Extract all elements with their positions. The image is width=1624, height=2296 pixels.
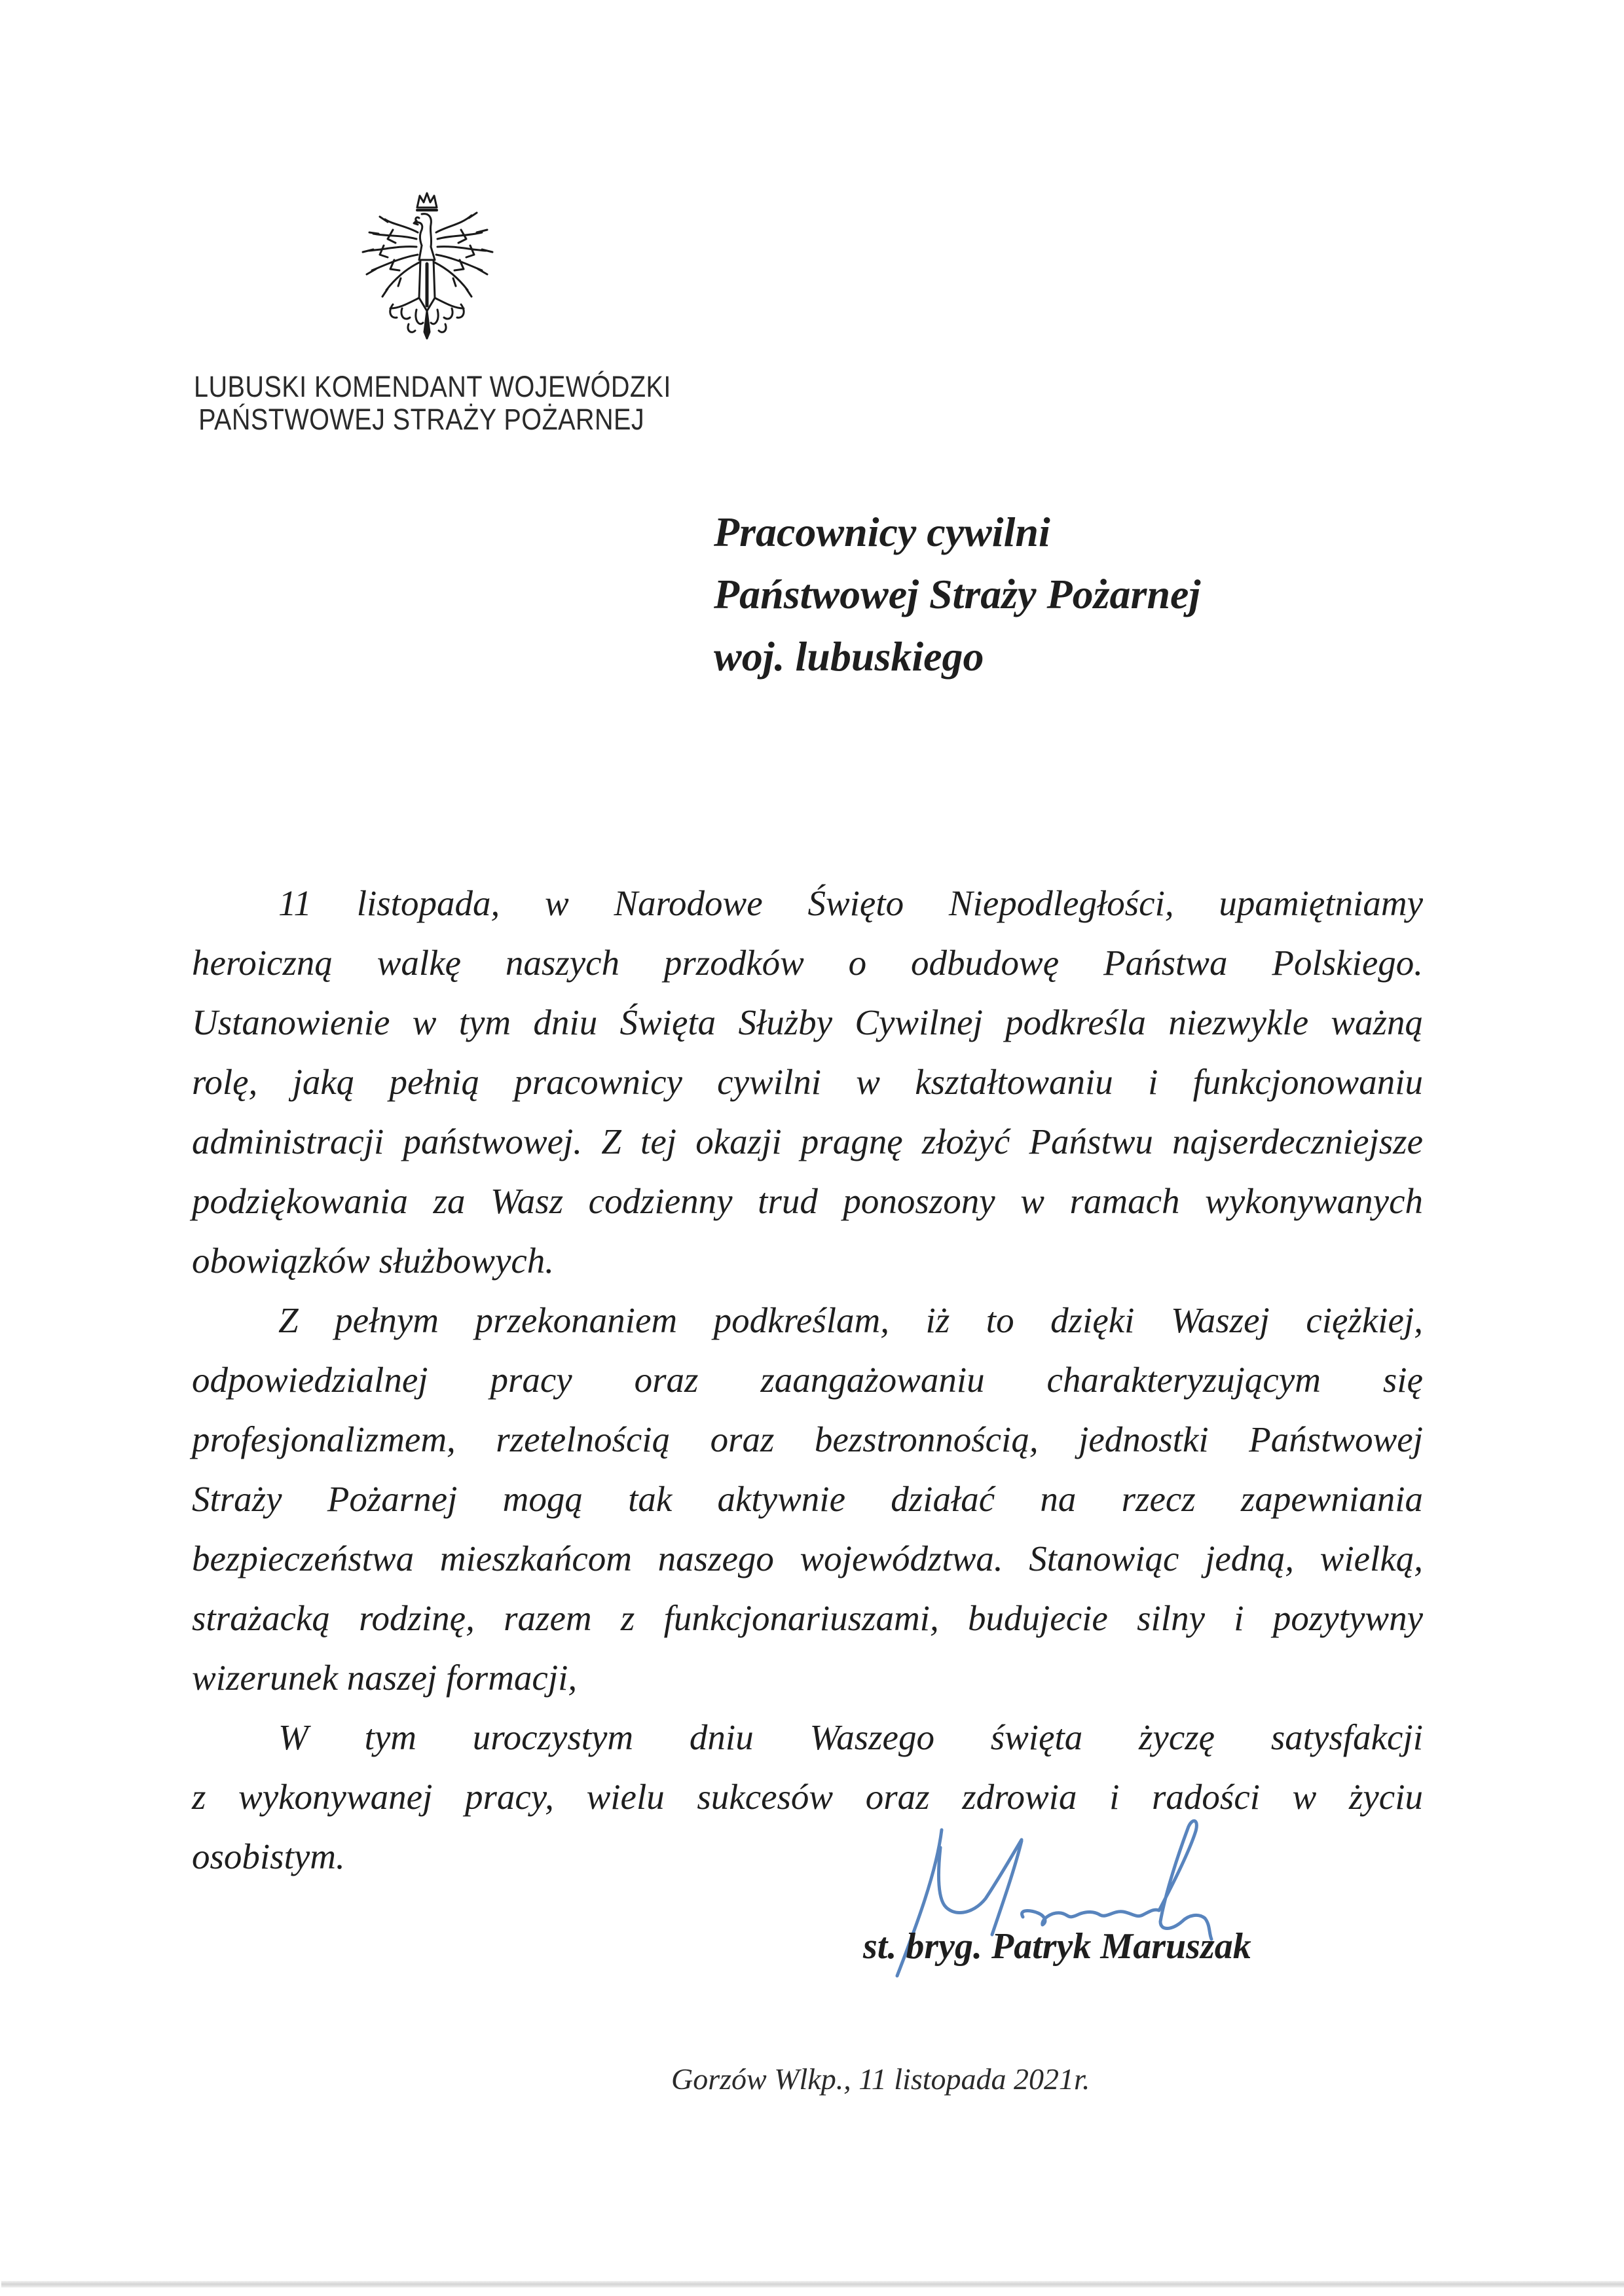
body-line: wizerunek naszej formacji,	[192, 1658, 578, 1698]
body-line: 11 listopada, w Narodowe Święto Niepodległości, upamiętniamy	[278, 883, 1423, 923]
body-line: profesjonalizmem, rzetelnością oraz bezstronnością, jednostki Państwowej	[192, 1419, 1423, 1459]
body-line: osobistym.	[192, 1836, 345, 1876]
body-line: obowiązków służbowych.	[192, 1241, 555, 1281]
place-and-date: Gorzów Wlkp., 11 listopada 2021r.	[671, 2062, 1090, 2096]
issuing-authority	[194, 370, 671, 436]
body-line: podziękowania za Wasz codzienny trud ponoszony w ramach wykonywanych	[192, 1181, 1423, 1221]
body-line: W tym uroczystym dniu Waszego święta życzę satysfakcji	[278, 1717, 1423, 1757]
addressee-line-2: Państwowej Straży Pożarnej	[714, 571, 1201, 617]
body-line: administracji państwowej. Z tej okazji pragnę złożyć Państwu najserdeczniejsze	[192, 1121, 1423, 1161]
body-line: bezpieczeństwa mieszkańcom naszego województwa. Stanowiąc jedną, wielką,	[192, 1539, 1423, 1578]
body-line: odpowiedzialnej pracy oraz zaangażowaniu charakteryzującym się	[192, 1360, 1423, 1400]
letter-body	[192, 873, 1423, 1886]
addressee-block	[714, 501, 1200, 687]
signatory-name: st. bryg. Patryk Maruszak	[863, 1926, 1251, 1967]
body-line: rolę, jaką pełnią pracownicy cywilni w kształtowaniu i funkcjonowaniu	[192, 1062, 1423, 1102]
body-line: Straży Pożarnej mogą tak aktywnie działać na rzecz zapewniania	[192, 1479, 1423, 1519]
paragraph-2	[192, 1290, 1423, 1707]
body-line: strażacką rodzinę, razem z funkcjonariuszami, budujecie silny i pozytywny	[192, 1598, 1423, 1638]
addressee-line-3: woj. lubuskiego	[714, 633, 984, 680]
polish-eagle-emblem-icon	[354, 187, 501, 344]
authority-line-1: LUBUSKI KOMENDANT WOJEWÓDZKI	[194, 370, 671, 403]
addressee-line-1: Pracownicy cywilni	[714, 509, 1050, 555]
scan-edge-divider	[1, 2281, 1624, 2287]
authority-line-2: PAŃSTWOWEJ STRAŻY POŻARNEJ	[198, 403, 645, 436]
body-line: heroiczną walkę naszych przodków o odbudowę Państwa Polskiego.	[192, 943, 1423, 983]
body-line: Z pełnym przekonaniem podkreślam, iż to dzięki Waszej ciężkiej,	[278, 1300, 1423, 1340]
paragraph-1	[192, 873, 1423, 1290]
body-line: z wykonywanej pracy, wielu sukcesów oraz zdrowia i radości w życiu	[192, 1777, 1423, 1817]
body-line: Ustanowienie w tym dniu Święta Służby Cywilnej podkreśla niezwykle ważną	[192, 1002, 1423, 1042]
